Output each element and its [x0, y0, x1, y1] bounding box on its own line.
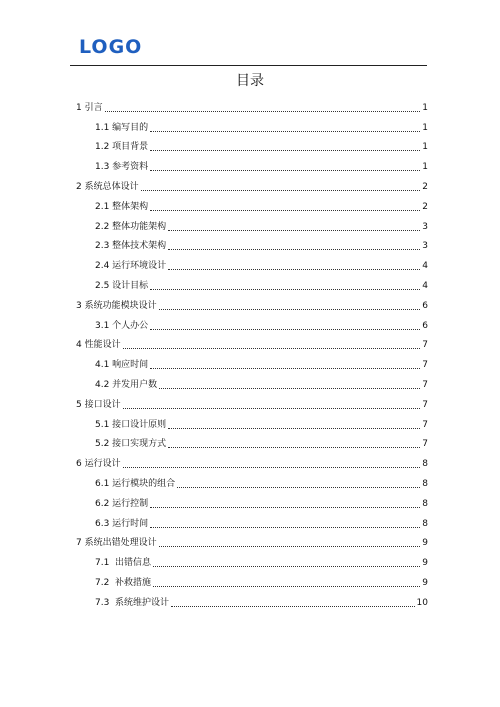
toc-dot-leader — [150, 131, 420, 132]
toc-entry-text: 2.4 运行环境设计 — [95, 261, 167, 272]
toc-page-number: 8 — [422, 459, 428, 470]
toc-dot-leader — [123, 408, 421, 409]
toc-dot-leader — [150, 150, 420, 151]
toc-page-number: 7 — [422, 399, 428, 410]
toc-section-entry[interactable] — [76, 352, 428, 372]
toc-section-entry[interactable] — [76, 253, 428, 273]
toc-dot-leader — [141, 190, 421, 191]
toc-page-number: 7 — [422, 360, 428, 371]
toc-entry-text: 2.1 整体架构 — [95, 201, 149, 212]
toc-chapter-entry[interactable] — [76, 392, 428, 412]
toc-section-entry[interactable] — [76, 550, 428, 570]
toc-dot-leader — [159, 388, 420, 389]
toc-entry-text: 3 系统功能模块设计 — [76, 300, 157, 311]
toc-section-entry[interactable] — [76, 234, 428, 254]
toc-page-number: 8 — [422, 498, 428, 509]
toc-page-number: 4 — [422, 261, 428, 272]
toc-page-number: 9 — [422, 538, 428, 549]
toc-entry-text: 6 运行设计 — [76, 459, 121, 470]
toc-page-number: 8 — [422, 478, 428, 489]
toc-page-number: 6 — [422, 300, 428, 311]
toc-dot-leader — [150, 527, 420, 528]
toc-entry-text: 4 性能设计 — [76, 340, 121, 351]
toc-page-number: 7 — [422, 379, 428, 390]
toc-page-number: 3 — [422, 221, 428, 232]
toc-section-entry[interactable] — [76, 372, 428, 392]
logo: LOGO — [79, 36, 143, 58]
toc-section-entry[interactable] — [76, 412, 428, 432]
toc-chapter-entry[interactable] — [76, 451, 428, 471]
toc-entry-text: 7.1 出错信息 — [95, 558, 152, 569]
toc-dot-leader — [168, 230, 420, 231]
toc-entry-text: 2 系统总体设计 — [76, 181, 139, 192]
toc-chapter-entry[interactable] — [76, 531, 428, 551]
toc-dot-leader — [150, 329, 420, 330]
toc-dot-leader — [168, 428, 420, 429]
toc-dot-leader — [168, 447, 420, 448]
toc-chapter-entry[interactable] — [76, 333, 428, 353]
toc-entry-text: 7.3 系统维护设计 — [95, 597, 170, 608]
toc-section-entry[interactable] — [76, 491, 428, 511]
toc-entry-text: 3.1 个人办公 — [95, 320, 149, 331]
toc-section-entry[interactable] — [76, 570, 428, 590]
toc-section-entry[interactable] — [76, 135, 428, 155]
toc-chapter-entry[interactable] — [76, 293, 428, 313]
toc-entry-text: 1.1 编写目的 — [95, 122, 149, 133]
toc-dot-leader — [150, 289, 420, 290]
toc-page-number: 7 — [422, 340, 428, 351]
toc-entry-text: 1.2 项目背景 — [95, 142, 149, 153]
toc-dot-leader — [159, 309, 421, 310]
toc-dot-leader — [123, 348, 421, 349]
toc-page-number: 10 — [416, 597, 428, 608]
toc-section-entry[interactable] — [76, 154, 428, 174]
toc-section-entry[interactable] — [76, 432, 428, 452]
toc-entry-text: 2.5 设计目标 — [95, 280, 149, 291]
toc-entry-text: 2.2 整体功能架构 — [95, 221, 167, 232]
toc-entry-text: 1 引言 — [76, 102, 103, 113]
toc-page-number: 1 — [422, 142, 428, 153]
toc-section-entry[interactable] — [76, 471, 428, 491]
toc-entry-text: 5.1 接口设计原则 — [95, 419, 167, 430]
toc-entry-text: 7.2 补救措施 — [95, 577, 152, 588]
toc-section-entry[interactable] — [76, 214, 428, 234]
toc-page-number: 7 — [422, 419, 428, 430]
table-of-contents — [76, 95, 428, 610]
toc-section-entry[interactable] — [76, 313, 428, 333]
toc-entry-text: 7 系统出错处理设计 — [76, 538, 157, 549]
toc-entry-text: 6.2 运行控制 — [95, 498, 149, 509]
toc-page-number: 2 — [422, 181, 428, 192]
toc-dot-leader — [150, 368, 420, 369]
toc-dot-leader — [168, 249, 420, 250]
toc-dot-leader — [168, 269, 420, 270]
toc-dot-leader — [153, 586, 420, 587]
toc-page-number: 4 — [422, 280, 428, 291]
toc-page-number: 1 — [422, 162, 428, 173]
header-divider — [70, 65, 427, 66]
toc-section-entry[interactable] — [76, 273, 428, 293]
toc-page-number: 7 — [422, 439, 428, 450]
toc-section-entry[interactable] — [76, 511, 428, 531]
toc-section-entry[interactable] — [76, 115, 428, 135]
toc-page-number: 8 — [422, 518, 428, 529]
toc-entry-text: 1.3 参考资料 — [95, 162, 149, 173]
toc-entry-text: 4.1 响应时间 — [95, 360, 149, 371]
toc-dot-leader — [153, 566, 420, 567]
toc-dot-leader — [177, 487, 420, 488]
toc-page-number: 6 — [422, 320, 428, 331]
toc-dot-leader — [150, 210, 420, 211]
toc-entry-text: 5 接口设计 — [76, 399, 121, 410]
toc-dot-leader — [150, 170, 420, 171]
toc-page-number: 1 — [422, 102, 428, 113]
toc-page-number: 9 — [422, 558, 428, 569]
toc-dot-leader — [159, 546, 421, 547]
toc-entry-text: 6.1 运行模块的组合 — [95, 478, 176, 489]
toc-entry-text: 6.3 运行时间 — [95, 518, 149, 529]
toc-page-number: 9 — [422, 577, 428, 588]
toc-entry-text: 5.2 接口实现方式 — [95, 439, 167, 450]
toc-entry-text: 4.2 并发用户数 — [95, 379, 158, 390]
toc-dot-leader — [123, 467, 421, 468]
toc-chapter-entry[interactable] — [76, 174, 428, 194]
toc-dot-leader — [105, 111, 421, 112]
toc-dot-leader — [171, 606, 415, 607]
toc-section-entry[interactable] — [76, 194, 428, 214]
toc-entry-text: 2.3 整体技术架构 — [95, 241, 167, 252]
toc-title: 目录 — [236, 73, 264, 89]
toc-page-number: 1 — [422, 122, 428, 133]
toc-page-number: 3 — [422, 241, 428, 252]
toc-chapter-entry[interactable] — [76, 95, 428, 115]
toc-page-number: 2 — [422, 201, 428, 212]
toc-dot-leader — [150, 507, 420, 508]
toc-section-entry[interactable] — [76, 590, 428, 610]
